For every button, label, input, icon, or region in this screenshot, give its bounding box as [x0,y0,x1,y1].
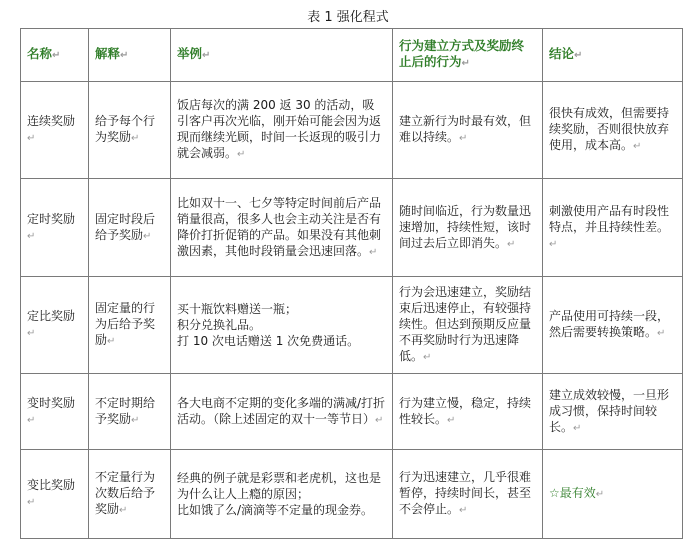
row-name: 变比奖励↵ [21,450,89,539]
row-example: 各大电商不定期的变化多端的满减/打折活动。（除上述固定的双十一等节日）↵ [171,374,393,450]
row-conclusion: 很快有成效，但需要持续奖励，否则很快放弃使用，成本高。↵ [543,82,683,179]
row-name: 变时奖励↵ [21,374,89,450]
row-conclusion-best: ☆最有效↵ [543,450,683,539]
row-explain: 固定量的行为后给予奖励↵ [89,277,171,374]
row-explain: 不定时期给予奖励↵ [89,374,171,450]
row-behavior: 建立新行为时最有效，但难以持续。↵ [393,82,543,179]
row-behavior: 行为建立慢，稳定，持续性较长。↵ [393,374,543,450]
example-line: 经典的例子就是彩票和老虎机，这也是为什么让人上瘾的原因； [177,471,382,501]
table-header-row [21,29,683,82]
row-example: 比如双十一、七夕等特定时间前后产品销量很高，很多人也会主动关注是否有降价打折促销的产品。如果没有其他刺激因素，其他时段销量会迅速回落。↵ [171,179,393,277]
row-name: 连续奖励↵ [21,82,89,179]
example-line: 打 10 次电话赠送 1 次免费通话。 [177,334,360,348]
row-conclusion: 建立成效较慢，一旦形成习惯，保持时间较长。↵ [543,374,683,450]
header-conclusion: 结论↵ [543,29,683,82]
row-conclusion: 刺激使用产品有时段性特点，并且持续性差。↵ [543,179,683,277]
row-example [171,450,393,539]
row-explain: 给予每个行为奖励↵ [89,82,171,179]
header-explain: 解释↵ [89,29,171,82]
example-line: 买十瓶饮料赠送一瓶； [177,302,298,316]
header-name: 名称↵ [21,29,89,82]
row-example [171,277,393,374]
row-explain: 不定量行为次数后给予奖励↵ [89,450,171,539]
reinforcement-table [20,28,683,539]
row-behavior: 行为会迅速建立，奖励结束后迅速停止，有较强持续性。但达到预期反应量不再奖励时行为迅速降低。↵ [393,277,543,374]
row-explain: 固定时段后给予奖励↵ [89,179,171,277]
example-line: 比如饿了么/滴滴等不定量的现金券。 [177,503,374,517]
table-row [21,374,683,450]
table-row [21,179,683,277]
header-example: 举例↵ [171,29,393,82]
row-behavior: 行为迅速建立，几乎很难暂停，持续时间长，甚至不会停止。↵ [393,450,543,539]
example-line: 积分兑换礼品。 [177,318,262,332]
table-row [21,82,683,179]
table-caption: 表 1 强化程式 [307,10,389,25]
header-behavior: 行为建立方式及奖励终止后的行为↵ [393,29,543,82]
row-example: 饭店每次的满 200 返 30 的活动，吸引客户再次光临，刚开始可能会因为返现而继续光顾，时间一长返现的吸引力就会减弱。↵ [171,82,393,179]
table-row [21,277,683,374]
row-name: 定比奖励↵ [21,277,89,374]
row-conclusion: 产品使用可持续一段，然后需要转换策略。↵ [543,277,683,374]
row-behavior: 随时间临近，行为数量迅速增加，持续性短，该时间过去后立即消失。↵ [393,179,543,277]
row-name: 定时奖励↵ [21,179,89,277]
table-row [21,450,683,539]
